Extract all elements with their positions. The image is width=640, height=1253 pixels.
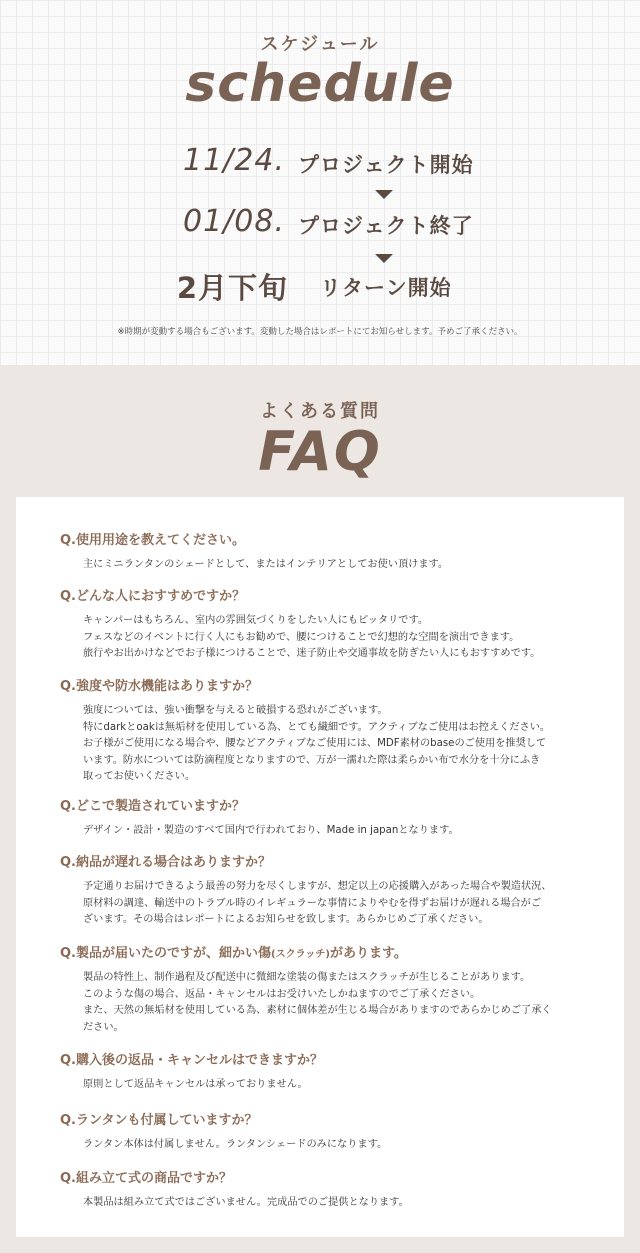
schedule-subtitle: スケジュール xyxy=(260,34,380,55)
faq-answer xyxy=(83,557,601,574)
answer-line: また、天然の無垢材を使用している為、素材に個体差が生じる場合がありますのであらかじめご了承く xyxy=(83,1005,552,1016)
schedule-event: プロジェクト終了 xyxy=(298,214,474,238)
faq-answer xyxy=(83,1077,601,1094)
question-note: (スクラッチ) xyxy=(271,949,330,960)
answer-line: 本製品は組み立て式ではございません。完成品でのご提供となります。 xyxy=(83,1197,409,1208)
faq-question: Q.組み立て式の商品ですか？ xyxy=(60,1171,232,1186)
question-text: Q.製品が届いたのですが、細かい傷 xyxy=(60,946,271,961)
answer-line: います。防水については防滴程度となりますので、万が一濡れた際は柔らかい布で水分を十分にふき xyxy=(83,754,541,766)
answer-line: デザイン・設計・製造のすべて国内で行われており、Made in japanとなります。 xyxy=(83,825,459,836)
schedule-date: 2月下旬 xyxy=(176,271,288,305)
faq-title: FAQ xyxy=(258,420,382,483)
faq-answer xyxy=(83,703,601,786)
answer-line: このような傷の場合、返品・キャンセルはお受けいたしかねますのでご了承ください。 xyxy=(83,988,481,1000)
down-arrow-icon xyxy=(375,254,393,263)
faq-answer xyxy=(83,1137,601,1154)
answer-line: 特にdarkとoakは無垢材を使用している為、とても繊細です。アクティブなご使用はお控えください。 xyxy=(83,721,551,733)
faq-question xyxy=(60,942,407,961)
answer-line: 旅行やお出かけなどでお子様につけることで、迷子防止や交通事故を防ぎたい人にもおすすめです。 xyxy=(83,648,541,659)
schedule-row-end xyxy=(0,204,640,244)
answer-line: 主にミニランタンのシェードとして、またはインテリアとしてお使い頂けます。 xyxy=(83,559,449,570)
faq-answer xyxy=(83,970,601,1036)
answer-line: お子様がご使用になる場合や、腰などアクティブなご使用には、MDF素材のbaseのご使用を推奨して xyxy=(83,738,547,749)
answer-line: ざいます。その場合はレポートによるお知らせを致します。あらかじめご了承ください。 xyxy=(83,914,489,925)
faq-question: Q.強度や防水機能はありますか？ xyxy=(60,679,258,694)
schedule-row-return xyxy=(0,266,640,306)
schedule-event: リターン開始 xyxy=(320,276,452,300)
schedule-date: 11/24. xyxy=(183,143,285,178)
question-text-end: があります。 xyxy=(329,946,407,961)
faq-question: Q.ランタンも付属していますか？ xyxy=(60,1113,258,1128)
faq-question: Q.納品が遅れる場合はありますか？ xyxy=(60,855,271,870)
faq-question: Q.使用用途を教えてください。 xyxy=(60,533,245,548)
faq-question: Q.どんな人におすすめですか？ xyxy=(60,589,246,604)
answer-line: フェスなどのイベントに行く人にもお勧めで、腰につけることで幻想的な空間を演出できます。 xyxy=(83,631,520,643)
answer-line: 製品の特性上、制作過程及び配送中に微細な塗装の傷またはスクラッチが生じることがあります。 xyxy=(83,972,531,983)
faq-question: Q.購入後の返品・キャンセルはできますか？ xyxy=(60,1053,323,1068)
schedule-date: 01/08. xyxy=(183,204,285,239)
faq-card xyxy=(16,497,624,1237)
faq-answer xyxy=(83,1195,601,1212)
answer-line: 強度については、強い衝撃を与えると破損する恐れがございます。 xyxy=(83,705,388,716)
answer-line: 原則として返品キャンセルは承っておりません。 xyxy=(83,1079,308,1090)
answer-line: キャンパーはもちろん、室内の雰囲気づくりをしたい人にもピッタリです。 xyxy=(83,615,429,626)
faq-subtitle: よくある質問 xyxy=(260,401,380,422)
schedule-title: schedule xyxy=(185,54,455,114)
answer-line: 原材料の調達、輸送中のトラブル時のイレギュラーな事情によりやむを得ずお届けが遅れる場合がご xyxy=(83,897,542,909)
faq-answer xyxy=(83,823,601,840)
answer-line: 予定通りお届けできるよう最善の努力を尽くしますが、想定以上の応援購入があった場合や製造状況、 xyxy=(83,881,552,892)
down-arrow-icon xyxy=(375,190,393,199)
answer-line: ださい。 xyxy=(83,1021,124,1033)
schedule-note: ※時期が変動する場合もございます。変動した場合はレポートにてお知らせします。予めご了承ください。 xyxy=(117,327,523,337)
faq-answer xyxy=(83,613,601,663)
schedule-event: プロジェクト開始 xyxy=(298,153,474,177)
answer-line: 取ってお使いください。 xyxy=(83,771,196,782)
answer-line: ランタン本体は付属しません。ランタンシェードのみになります。 xyxy=(83,1139,388,1150)
schedule-row-start xyxy=(0,143,640,183)
faq-question: Q.どこで製造されていますか？ xyxy=(60,799,245,814)
faq-answer xyxy=(83,879,601,929)
